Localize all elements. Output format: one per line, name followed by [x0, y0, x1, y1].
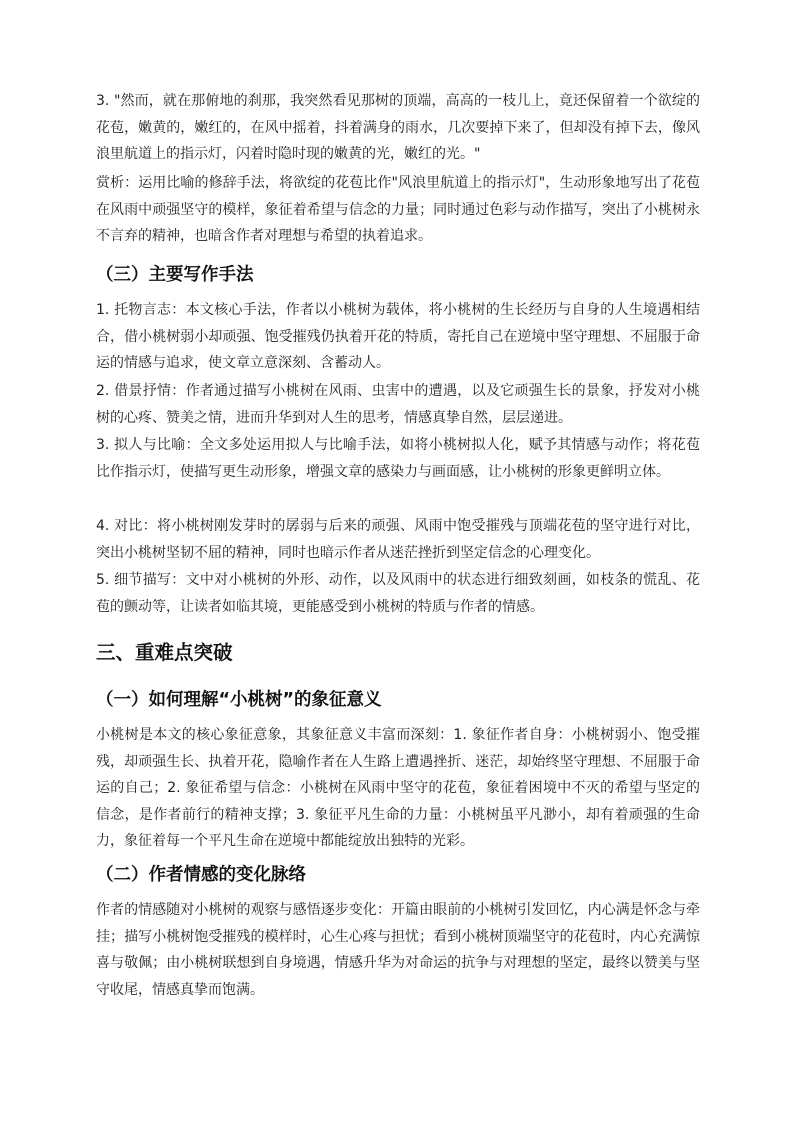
- appreciation-paragraph-3: 赏析：运用比喻的修辞手法，将欲绽的花苞比作"风浪里航道上的指示灯"，生动形象地写出了花苞在风雨中顽强坚守的模样，象征着希望与信念的力量；同时通过色彩与动作描写，突出了小桃树永不言弃的精神，也暗含作者对理想与希望的执着追求。: [96, 175, 700, 244]
- method-item-4: 4. 对比：将小桃树刚发芽时的孱弱与后来的顽强、风雨中饱受摧残与顶端花苞的坚守进行对比，突出小桃树坚韧不屈的精神，同时也暗示作者从迷茫挫折到坚定信念的心理变化。: [96, 518, 700, 561]
- section-3-heading: 三、重难点突破: [96, 641, 233, 664]
- method-item-5: 5. 细节描写：文中对小桃树的外形、动作，以及风雨中的状态进行细致刻画，如枝条的慌乱、花苞的颤动等，让读者如临其境，更能感受到小桃树的特质与作者的情感。: [96, 572, 700, 615]
- quote-paragraph-3: 3. "然而，就在那俯地的刹那，我突然看见那树的顶端，高高的一枝儿上，竟还保留着一个欲绽的花苞，嫩黄的，嫩红的，在风中摇着，抖着满身的雨水，几次要掉下来了，但却没有掉下去，像风浪里航道上的指示灯，闪着时隐时现的嫩黄的光，嫩红的光。": [96, 93, 700, 162]
- symbol-meaning-heading: （一）如何理解“小桃树”的象征意义: [96, 690, 382, 710]
- method-item-1: 1. 托物言志：本文核心手法，作者以小桃树为载体，将小桃树的生长经历与自身的人生境遇相结合，借小桃树弱小却顽强、饱受摧残仍执着开花的特质，寄托自己在逆境中坚守理想、不屈服于命运的情感与追求，使文章立意深刻、含蓄动人。: [96, 302, 700, 371]
- writing-methods-heading: （三）主要写作手法: [96, 265, 254, 285]
- method-item-3: 3. 拟人与比喻：全文多处运用拟人与比喻手法，如将小桃树拟人化，赋予其情感与动作；将花苞比作指示灯，使描写更生动形象，增强文章的感染力与画面感，让小桃树的形象更鲜明立体。: [96, 437, 700, 480]
- emotion-change-paragraph: 作者的情感随对小桃树的观察与感悟逐步变化：开篇由眼前的小桃树引发回忆，内心满是怀念与牵挂；描写小桃树饱受摧残的模样时，心生心疼与担忧；看到小桃树顶端坚守的花苞时，内心充满惊喜与敬佩；由小桃树联想到自身境遇，情感升华为对命运的抗争与对理想的坚定，最终以赞美与坚守收尾，情感真挚而饱满。: [96, 902, 700, 998]
- method-item-2: 2. 借景抒情：作者通过描写小桃树在风雨、虫害中的遭遇，以及它顽强生长的景象，抒发对小桃树的心疼、赞美之情，进而升华到对人生的思考，情感真挚自然，层层递进。: [96, 383, 700, 426]
- symbol-meaning-paragraph: 小桃树是本文的核心象征意象，其象征意义丰富而深刻：1. 象征作者自身：小桃树弱小、饱受摧残，却顽强生长、执着开花，隐喻作者在人生路上遭遇挫折、迷茫，却始终坚守理想、不屈服于命运的自己；2. 象征希望与信念：小桃树在风雨中坚守的花苞，象征着困境中不灭的希望与坚定的信念，是作者前行的精神支撑；3. 象征平凡生命的力量：小桃树虽平凡渺小，却有着顽强的生命力，象征着每一个平凡生命在逆境中都能绽放出独特的光彩。: [96, 727, 700, 849]
- emotion-change-heading: （二）作者情感的变化脉络: [96, 865, 306, 885]
